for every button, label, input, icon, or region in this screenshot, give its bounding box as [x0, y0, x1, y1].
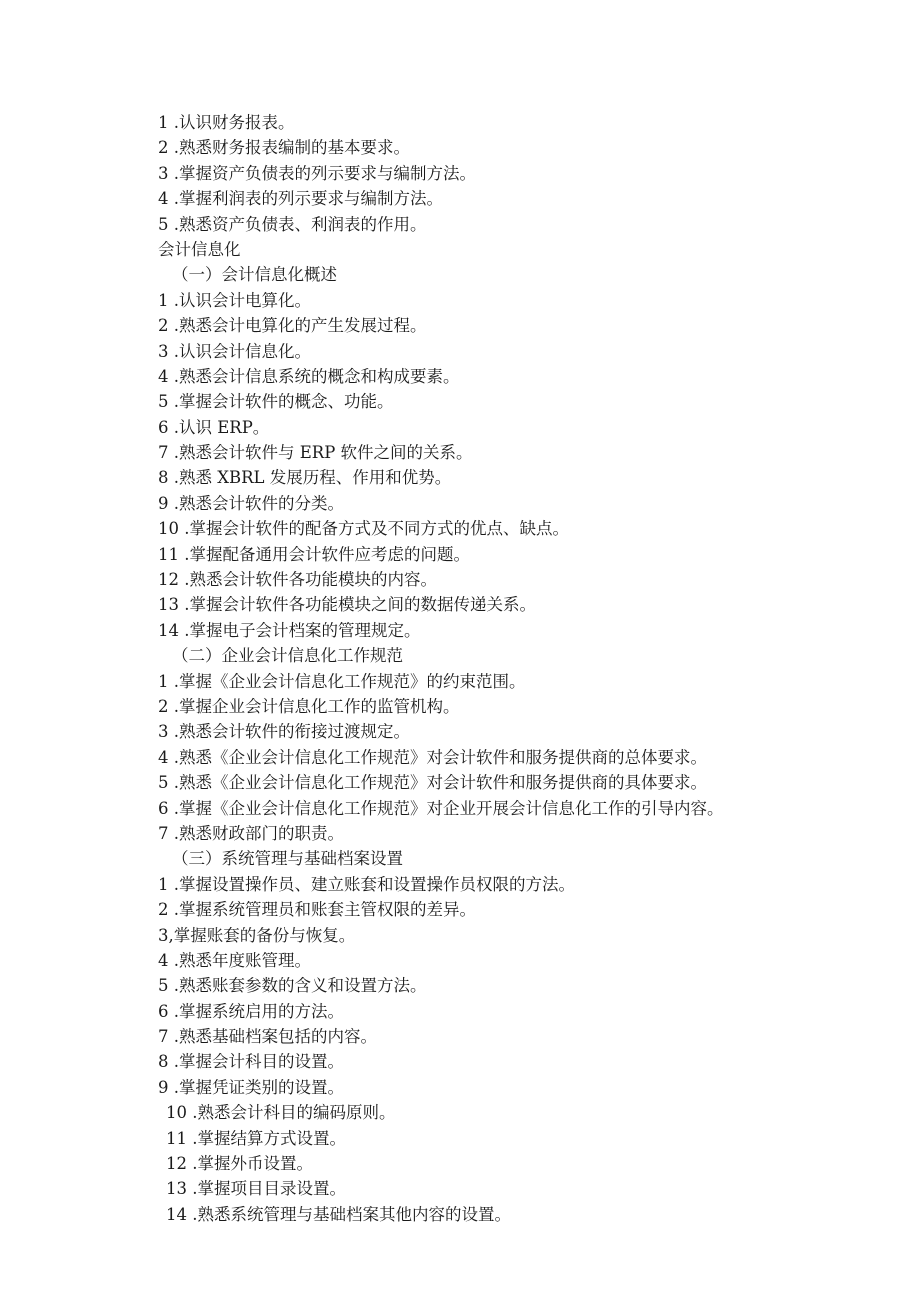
text-line: 11 .掌握结算方式设置。 — [166, 1128, 346, 1148]
text-line: 10 .掌握会计软件的配备方式及不同方式的优点、缺点。 — [158, 519, 569, 539]
text-line: 4 .熟悉《企业会计信息化工作规范》对会计软件和服务提供商的总体要求。 — [158, 747, 707, 767]
text-line: 3 .认识会计信息化。 — [158, 341, 311, 361]
text-line: 6 .掌握系统启用的方法。 — [158, 1001, 344, 1021]
text-line: 7 .熟悉财政部门的职责。 — [158, 823, 344, 843]
text-line: 6 .认识 ERP。 — [158, 417, 270, 437]
text-line: 5 .掌握会计软件的概念、功能。 — [158, 392, 394, 412]
text-line: 9 .掌握凭证类别的设置。 — [158, 1077, 344, 1097]
text-line: 2 .掌握企业会计信息化工作的监管机构。 — [158, 696, 460, 716]
text-line: 1 .认识财务报表。 — [158, 113, 295, 132]
text-line: 5 .熟悉账套参数的含义和设置方法。 — [158, 976, 427, 996]
text-line: 13 .掌握项目目录设置。 — [166, 1179, 346, 1199]
document-page — [0, 110, 920, 1227]
text-line: 14 .掌握电子会计档案的管理规定。 — [158, 620, 421, 640]
text-line: 5 .熟悉资产负债表、利润表的作用。 — [158, 214, 427, 234]
section-heading: （一）会计信息化概述 — [172, 265, 337, 285]
chapter-heading: 会计信息化 — [158, 239, 241, 259]
text-line: 3,掌握账套的备份与恢复。 — [158, 925, 356, 945]
text-line: 3 .熟悉会计软件的衔接过渡规定。 — [158, 722, 410, 742]
text-line: 3 .掌握资产负债表的列示要求与编制方法。 — [158, 163, 476, 183]
text-line: 1 .掌握设置操作员、建立账套和设置操作员权限的方法。 — [158, 874, 575, 894]
text-line: 2 .掌握系统管理员和账套主管权限的差异。 — [158, 900, 476, 920]
text-line: 6 .掌握《企业会计信息化工作规范》对企业开展会计信息化工作的引导内容。 — [158, 798, 724, 818]
text-line: 9 .熟悉会计软件的分类。 — [158, 493, 344, 513]
text-line: 5 .熟悉《企业会计信息化工作规范》对会计软件和服务提供商的具体要求。 — [158, 773, 707, 793]
section-heading: （二）企业会计信息化工作规范 — [172, 646, 403, 666]
section-heading: （三）系统管理与基础档案设置 — [172, 849, 403, 869]
text-line: 13 .掌握会计软件各功能模块之间的数据传递关系。 — [158, 595, 536, 615]
text-line: 12 .掌握外币设置。 — [166, 1154, 313, 1174]
text-line: 4 .掌握利润表的列示要求与编制方法。 — [158, 189, 443, 209]
text-line: 2 .熟悉会计电算化的产生发展过程。 — [158, 316, 427, 336]
text-line: 1 .认识会计电算化。 — [158, 290, 311, 310]
text-line: 2 .熟悉财务报表编制的基本要求。 — [158, 138, 410, 158]
text-line: 10 .熟悉会计科目的编码原则。 — [166, 1103, 396, 1123]
text-line: 8 .熟悉 XBRL 发展历程、作用和优势。 — [158, 468, 452, 488]
text-line: 7 .熟悉会计软件与 ERP 软件之间的关系。 — [158, 443, 473, 463]
text-line: 12 .熟悉会计软件各功能模块的内容。 — [158, 570, 437, 590]
text-line: 4 .熟悉会计信息系统的概念和构成要素。 — [158, 366, 460, 386]
text-line: 4 .熟悉年度账管理。 — [158, 950, 311, 970]
text-line: 7 .熟悉基础档案包括的内容。 — [158, 1027, 377, 1047]
text-line: 1 .掌握《企业会计信息化工作规范》的约束范围。 — [158, 671, 526, 691]
text-line: 8 .掌握会计科目的设置。 — [158, 1052, 344, 1072]
text-line: 11 .掌握配备通用会计软件应考虑的问题。 — [158, 544, 470, 564]
text-line: 14 .熟悉系统管理与基础档案其他内容的设置。 — [166, 1204, 511, 1224]
